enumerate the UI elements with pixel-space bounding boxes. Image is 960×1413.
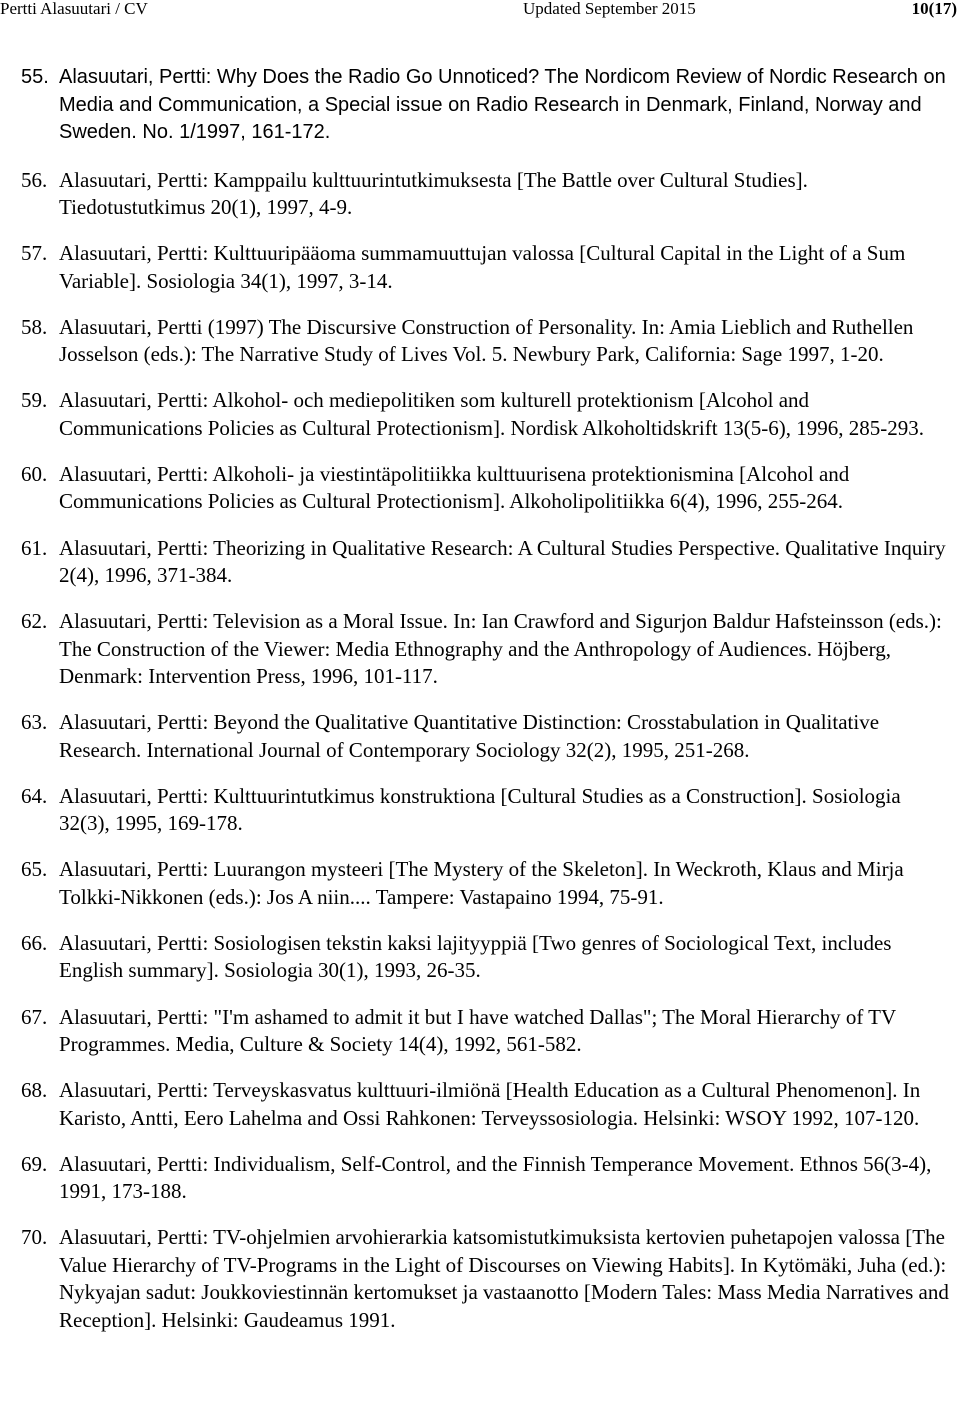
publication-item xyxy=(0,1077,954,1132)
publication-text: Alasuutari, Pertti: Kulttuurintutkimus konstruktiona [Cultural Studies as a Construction]. Sosiologia 32(3), 1995, 169-178. xyxy=(59,783,901,836)
publication-text: Alasuutari, Pertti: Kamppailu kulttuurintutkimuksesta [The Battle over Cultural Studies]. Tiedotustutkimus 20(1), 1997, 4-9. xyxy=(59,167,808,219)
publication-item xyxy=(0,930,954,985)
publication-number: 61. xyxy=(21,535,48,560)
publication-number: 68. xyxy=(21,1078,48,1103)
publication-item xyxy=(0,709,954,764)
publication-text: Alasuutari, Pertti: Sosiologisen tekstin kaksi lajityyppiä [Two genres of Sociological Text, includes English summary]. Sosiologia 30(1), 1993, 26-35. xyxy=(59,931,892,983)
publication-text: Alasuutari, Pertti: Terveyskasvatus kulttuuri-ilmiönä [Health Education as a Cultural Phenomenon]. In Karisto, Antti, Eero Lahelma and Ossi Rahkonen: Terveyssosiologia. Helsinki: WSOY 1992, 107-120. xyxy=(59,1078,921,1130)
header-author: Pertti Alasuutari / CV xyxy=(0,0,148,18)
publication-text: Alasuutari, Pertti: Beyond the Qualitative Quantitative Distinction: Crosstabulation in Qualitative Research. International Journal of Contemporary Sociology 32(2), 1995, 251-268. xyxy=(59,710,880,762)
publication-number: 55. xyxy=(21,66,49,88)
publication-number: 67. xyxy=(21,1004,48,1029)
publication-text: Alasuutari, Pertti: Alkohol- och mediepolitiken som kulturell protektionism [Alcohol and Communications Policies as Cultural Protectionism]. Nordisk Alkoholtidskrift 13(5-6), 1996, 285-293. xyxy=(59,388,925,440)
publication-list xyxy=(0,64,960,1353)
publication-text: Alasuutari, Pertti: Kulttuuripääoma summamuuttujan valossa [Cultural Capital in the Light of a Sum Variable]. Sosiologia 34(1), 1997, 3-14. xyxy=(59,241,906,293)
publication-text: Alasuutari, Pertti: Individualism, Self-Control, and the Finnish Temperance Movement. Ethnos 56(3-4), 1991, 173-188. xyxy=(59,1151,932,1204)
publication-text: Alasuutari, Pertti: "I'm ashamed to admit it but I have watched Dallas"; The Moral Hierarchy of TV Programmes. Media, Culture & Society 14(4), 1992, 561-582. xyxy=(59,1004,896,1057)
publication-text: Alasuutari, Pertti (1997) The Discursive Construction of Personality. In: Amia Lieblich and Ruthellen Josselson (eds.): The Narrative Study of Lives Vol. 5. Newbury Park, California: Sage 1997, 1-20. xyxy=(59,314,914,367)
publication-item xyxy=(0,608,954,690)
publication-item xyxy=(0,783,954,838)
publication-number: 60. xyxy=(21,461,48,486)
publication-number: 65. xyxy=(21,857,48,882)
publication-number: 57. xyxy=(21,241,48,266)
publication-item xyxy=(0,167,954,222)
publication-number: 69. xyxy=(21,1151,48,1176)
publication-number: 58. xyxy=(21,314,48,339)
publication-item xyxy=(0,314,954,369)
publication-text: Alasuutari, Pertti: Luurangon mysteeri [The Mystery of the Skeleton]. In Weckroth, Klaus and Mirja Tolkki-Nikkonen (eds.): Jos A niin.... Tampere: Vastapaino 1994, 75-91. xyxy=(59,857,904,909)
publication-number: 62. xyxy=(21,609,48,634)
publication-item xyxy=(0,1004,954,1059)
publication-text: Alasuutari, Pertti: Alkoholi- ja viestintäpolitiikka kulttuurisena protektionismina [Alcohol and Communications Policies as Cultural Protectionism]. Alkoholipolitiikka 6(4), 1996, 255-264. xyxy=(59,461,850,514)
publication-text: Alasuutari, Pertti: TV-ohjelmien arvohierarkia katsomistutkimuksista kertovien puhetapojen valossa [The Value Hierarchy of TV-Programs in the Light of Discourses on Viewing Habits]. In Kytömäki, Juha (ed.): Nykyajan sadut: Joukkoviestinnän kertomukset ja vastaanotto [Modern Tales: Mass Media Narratives and Reception]. Helsinki: Gaudeamus 1991. xyxy=(59,1225,949,1332)
publication-number: 56. xyxy=(21,167,48,192)
publication-text: Alasuutari, Pertti: Television as a Moral Issue. In: Ian Crawford and Sigurjon Baldur Hafsteinsson (eds.): The Construction of the Viewer: Media Ethnography and the Anthropology of Audiences. Höjberg, Denmark: Intervention Press, 1996, 101-117. xyxy=(59,609,942,688)
publication-number: 70. xyxy=(21,1225,48,1250)
publication-text: Alasuutari, Pertti: Theorizing in Qualitative Research: A Cultural Studies Perspective. Qualitative Inquiry 2(4), 1996, 371-384. xyxy=(59,535,946,587)
header-page-number: 10(17) xyxy=(911,0,957,18)
publication-number: 59. xyxy=(21,388,48,413)
publication-item xyxy=(0,535,954,590)
publication-item xyxy=(0,461,954,516)
publication-item xyxy=(0,1224,954,1334)
publication-number: 63. xyxy=(21,710,48,735)
publication-item xyxy=(0,387,954,442)
publication-item xyxy=(0,240,954,295)
publication-item xyxy=(0,856,954,911)
page-header xyxy=(0,0,960,22)
publication-item xyxy=(0,64,954,147)
publication-item xyxy=(0,1151,954,1206)
publication-number: 64. xyxy=(21,783,48,808)
publication-text: Alasuutari, Pertti: Why Does the Radio Go Unnoticed? The Nordicom Review of Nordic Research on Media and Communication, a Special issue on Radio Research in Denmark, Finland, Norway and Sweden. No. 1/1997, 161-172. xyxy=(59,66,946,143)
publication-number: 66. xyxy=(21,931,48,955)
header-updated-date: Updated September 2015 xyxy=(523,0,696,18)
